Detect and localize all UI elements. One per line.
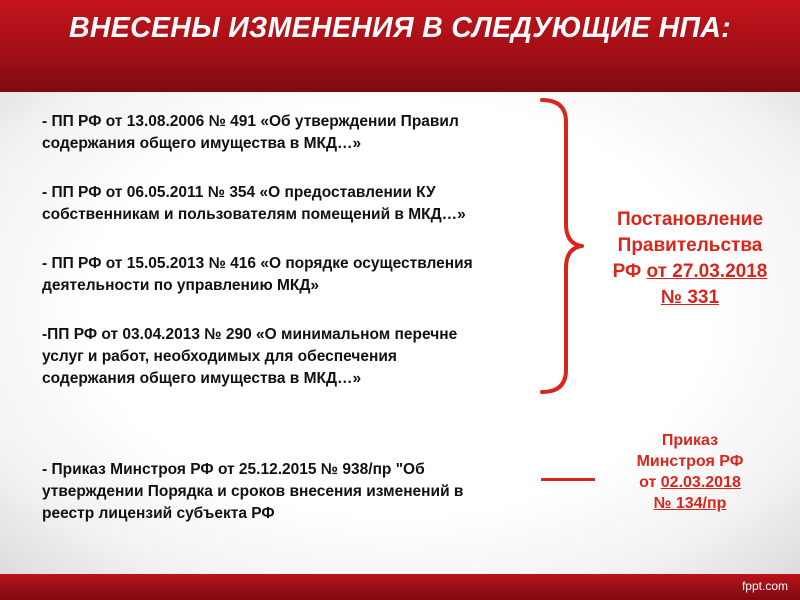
order-number: № 134/пр	[653, 495, 727, 512]
list-item: - ПП РФ от 06.05.2011 № 354 «О предоставлении КУ собственникам и пользователям помещений в МКД…»	[42, 184, 466, 223]
list-item: -ПП РФ от 03.04.2013 № 290 «О минимальном перечне услуг и работ, необходимых для обеспечения содержания общего имущества в МКД…»	[42, 326, 458, 387]
footer-brand: fppt.com	[741, 579, 788, 593]
connector-line	[541, 478, 595, 481]
order-note: Приказ Минстроя РФ от 02.03.2018 № 134/пр	[605, 430, 775, 514]
list-item: - ПП РФ от 13.08.2006 № 491 «Об утверждении Правил содержания общего имущества в МКД…»	[42, 113, 459, 152]
order-date: 02.03.2018	[660, 474, 741, 491]
list-item: - ПП РФ от 15.05.2013 № 416 «О порядке осуществления деятельности по управлению МКД»	[42, 255, 473, 294]
slide-title: ВНЕСЕНЫ ИЗМЕНЕНИЯ В СЛЕДУЮЩИЕ НПА:	[69, 12, 731, 44]
list-item: - Приказ Минстроя РФ от 25.12.2015 № 938/пр "Об утверждении Порядка и сроков внесения изменений в реестр лицензий субъекта РФ	[42, 461, 464, 522]
resolution-number: № 331	[660, 287, 720, 308]
title-banner	[0, 0, 800, 92]
grouping-brace	[540, 96, 586, 396]
footer-bar	[0, 574, 800, 600]
resolution-note: Постановление Правительства РФ от 27.03.2018 № 331	[590, 207, 790, 311]
resolution-date: от 27.03.2018	[646, 261, 768, 282]
